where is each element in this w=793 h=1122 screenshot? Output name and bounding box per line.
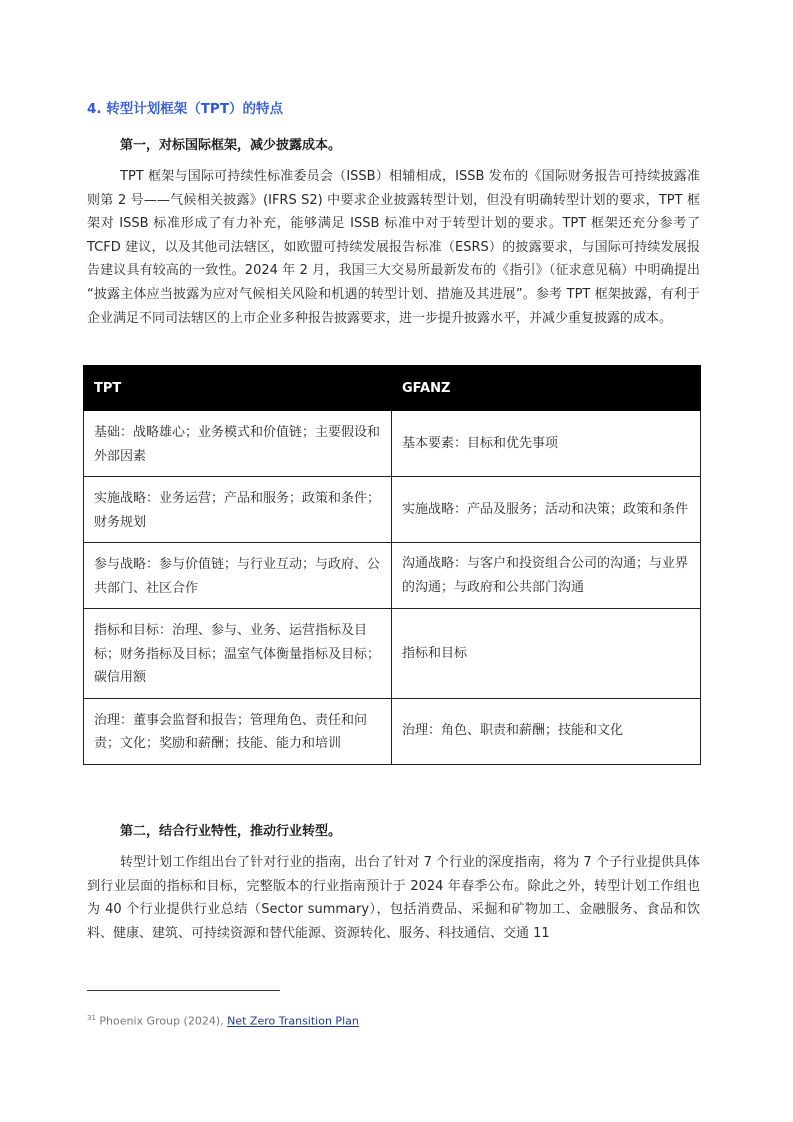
gfanz-cell: 治理：角色、职责和薪酬；技能和文化 <box>392 698 701 764</box>
section-heading: 4. 转型计划框架（TPT）的特点 <box>87 101 284 117</box>
point2-paragraph: 转型计划工作组出台了针对行业的指南，出台了针对 7 个行业的深度指南，将为 7 个子行业提供具体到行业层面的指标和目标，完整版本的行业指南预计于 2024 年春季公布。除此之外，转型计划工作组也为 40 个行业提供行业总结（Sector summary），包括消费品、采掘和矿物加工、金融服务、食品和饮料、健康、建筑、可持续资源和替代能源、资源转化、服务、科技通信、交通 11 <box>87 855 700 941</box>
footnote-divider <box>87 990 280 991</box>
footnote-number: 31 <box>87 1014 96 1022</box>
gfanz-cell: 沟通战略：与客户和投资组合公司的沟通；与业界的沟通；与政府和公共部门沟通 <box>392 543 701 609</box>
footnote-text: Phoenix Group (2024), <box>99 1014 228 1028</box>
tpt-cell: 实施战略：业务运营；产品和服务；政策和条件；财务规划 <box>84 477 392 543</box>
footnote <box>87 1014 359 1028</box>
gfanz-cell: 基本要素：目标和优先事项 <box>392 411 701 477</box>
table-header-row <box>84 366 701 411</box>
point2-title: 第二，结合行业特性，推动行业转型。 <box>120 824 342 839</box>
point1-title: 第一，对标国际框架，减少披露成本。 <box>120 138 342 153</box>
tpt-cell: 指标和目标：治理、参与、业务、运营指标及目标；财务指标及目标；温室气体衡量指标及目标；碳信用额 <box>84 609 392 699</box>
header-tpt: TPT <box>84 366 392 411</box>
table-row <box>84 543 701 609</box>
table-row <box>84 698 701 764</box>
table-row <box>84 411 701 477</box>
gfanz-cell: 实施战略：产品及服务；活动和决策；政策和条件 <box>392 477 701 543</box>
table-row <box>84 609 701 699</box>
comparison-table <box>83 365 701 765</box>
point1-paragraph: TPT 框架与国际可持续性标准委员会（ISSB）相辅相成，ISSB 发布的《国际财务报告可持续披露准则第 2 号——气候相关披露》(IFRS S2) 中要求企业披露转型计划，但没有明确转型计划的要求，TPT 框架对 ISSB 标准形成了有力补充，能够满足 ISSB 标准中对于转型计划的要求。TPT 框架还充分参考了 TCFD 建议，以及其他司法辖区，如欧盟可持续发展报告标准（ESRS）的披露要求，与国际可持续发展报告建议具有较高的一致性。2024 年 2 月，我国三大交易所最新发布的《指引》（征求意见稿）中明确提出 “披露主体应当披露为应对气候相关风险和机遇的转型计划、措施及其进展”。参考 TPT 框架披露，有利于企业满足不同司法辖区的上市企业多种报告披露要求，进一步提升披露水平，并减少重复披露的成本。 <box>87 169 700 326</box>
table-row <box>84 477 701 543</box>
header-gfanz: GFANZ <box>392 366 701 411</box>
footnote-link[interactable]: Net Zero Transition Plan <box>227 1014 359 1028</box>
tpt-cell: 基础：战略雄心；业务模式和价值链；主要假设和外部因素 <box>84 411 392 477</box>
gfanz-cell: 指标和目标 <box>392 609 701 699</box>
tpt-cell: 治理：董事会监督和报告；管理角色、责任和问责；文化；奖励和薪酬；技能、能力和培训 <box>84 698 392 764</box>
tpt-cell: 参与战略：参与价值链；与行业互动；与政府、公共部门、社区合作 <box>84 543 392 609</box>
